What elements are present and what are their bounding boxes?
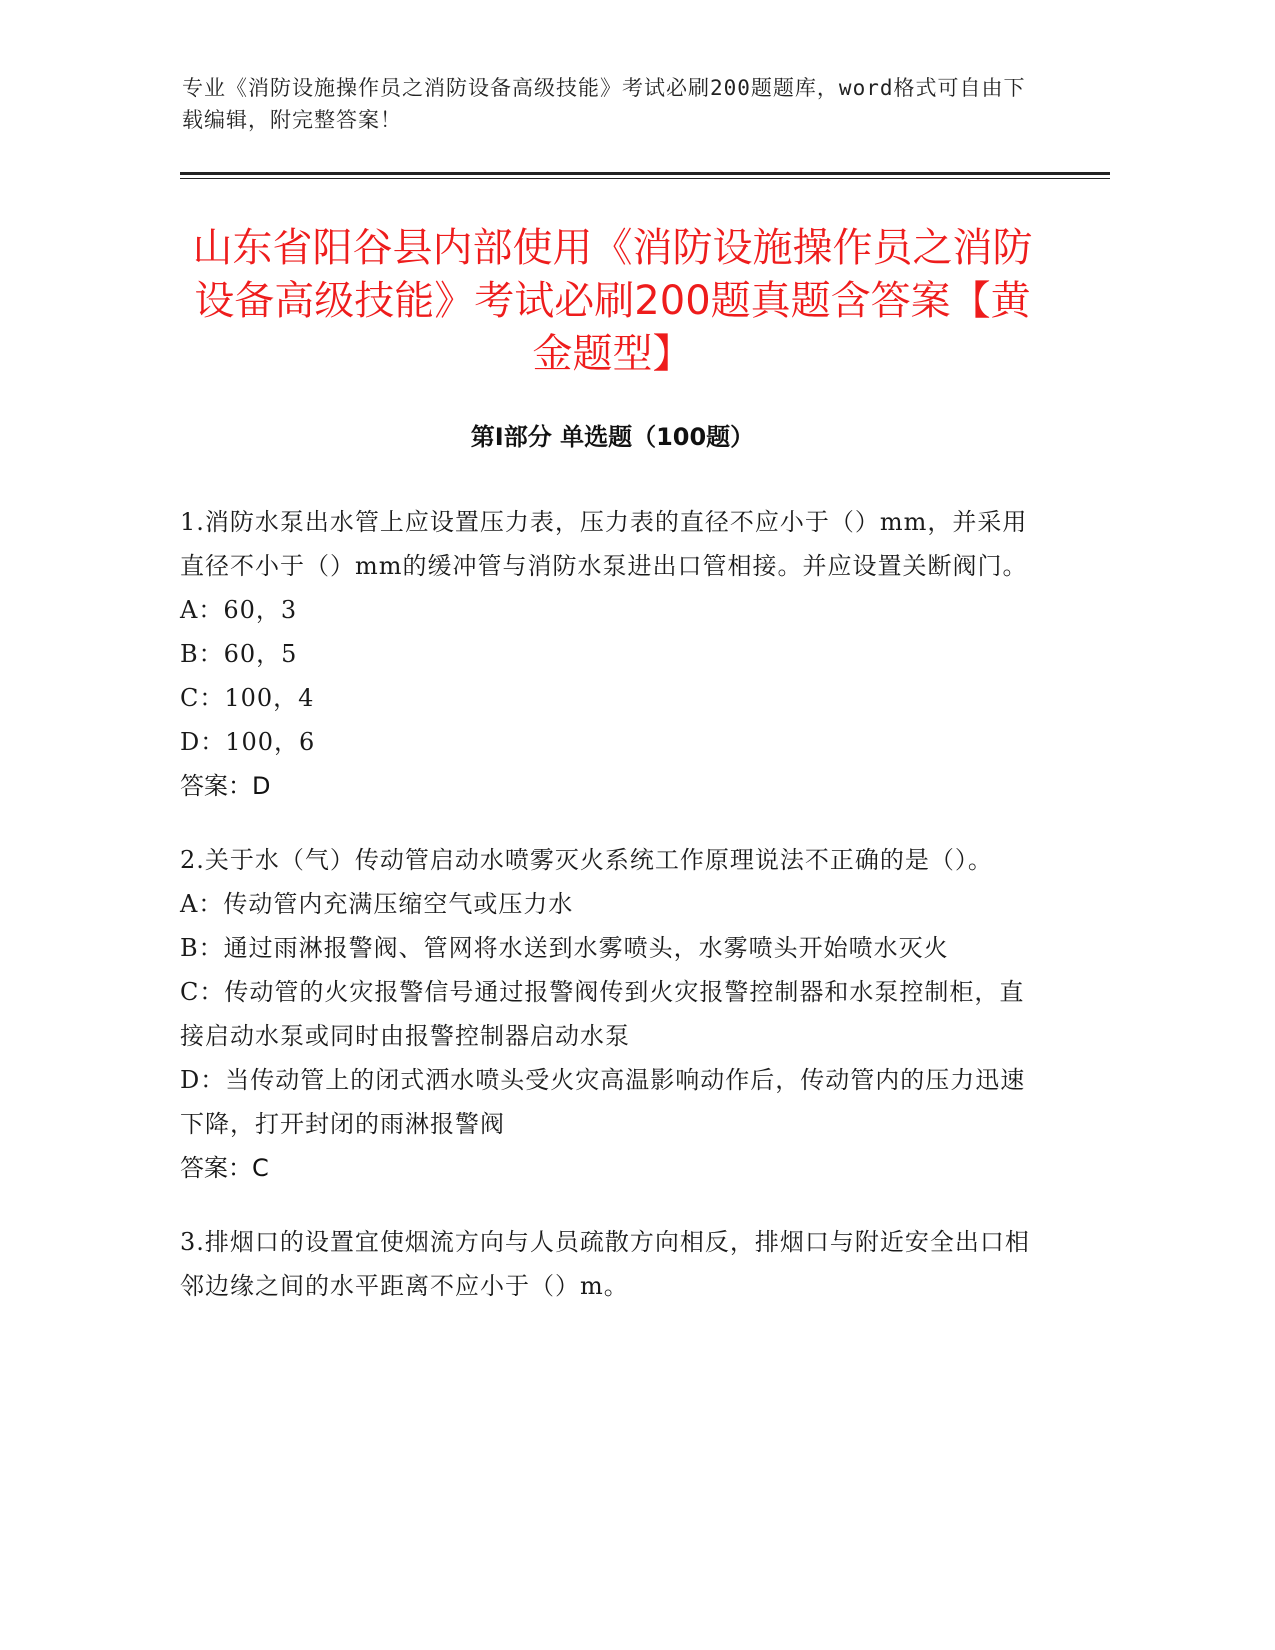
header-rule-thick — [180, 172, 1110, 175]
option-a: A：传动管内充满压缩空气或压力水 — [180, 890, 574, 918]
option-c: C：传动管的火灾报警信号通过报警阀传到火灾报警控制器和水泵控制柜，直接启动水泵或同时由报警控制器启动水泵 — [180, 978, 1025, 1050]
option-d: D：当传动管上的闭式洒水喷头受火灾高温影响动作后，传动管内的压力迅速下降，打开封闭的雨淋报警阀 — [180, 1066, 1026, 1138]
option-b: B：60，5 — [180, 640, 298, 668]
option-c: C：100，4 — [180, 684, 315, 712]
answer: 答案：D — [180, 772, 271, 800]
question-stem: 1.消防水泵出水管上应设置压力表，压力表的直径不应小于（）mm，并采用直径不小于（）mm的缓冲管与消防水泵进出口管相接。并应设置关断阀门。 — [180, 508, 1028, 580]
question-list — [180, 500, 1040, 1338]
answer: 答案：C — [180, 1154, 269, 1182]
document-title: 山东省阳谷县内部使用《消防设施操作员之消防设备高级技能》考试必刷200题真题含答案【黄金题型】 — [192, 225, 1033, 377]
option-a: A：60，3 — [180, 596, 298, 624]
header-note: 专业《消防设施操作员之消防设备高级技能》考试必刷200题题库，word格式可自由下载编辑，附完整答案！ — [182, 76, 1026, 132]
section-heading: 第Ⅰ部分 单选题（100题） — [470, 423, 755, 451]
question-stem: 2.关于水（气）传动管启动水喷雾灭火系统工作原理说法不正确的是（）。 — [180, 846, 993, 874]
question-stem: 3.排烟口的设置宜使烟流方向与人员疏散方向相反，排烟口与附近安全出口相邻边缘之间的水平距离不应小于（）m。 — [180, 1228, 1030, 1300]
option-b: B：通过雨淋报警阀、管网将水送到水雾喷头，水雾喷头开始喷水灭火 — [180, 934, 949, 962]
question-2 — [180, 838, 1040, 1190]
header-rule-thin — [180, 178, 1110, 179]
question-1 — [180, 500, 1040, 808]
option-d: D：100，6 — [180, 728, 316, 756]
question-3 — [180, 1220, 1040, 1308]
